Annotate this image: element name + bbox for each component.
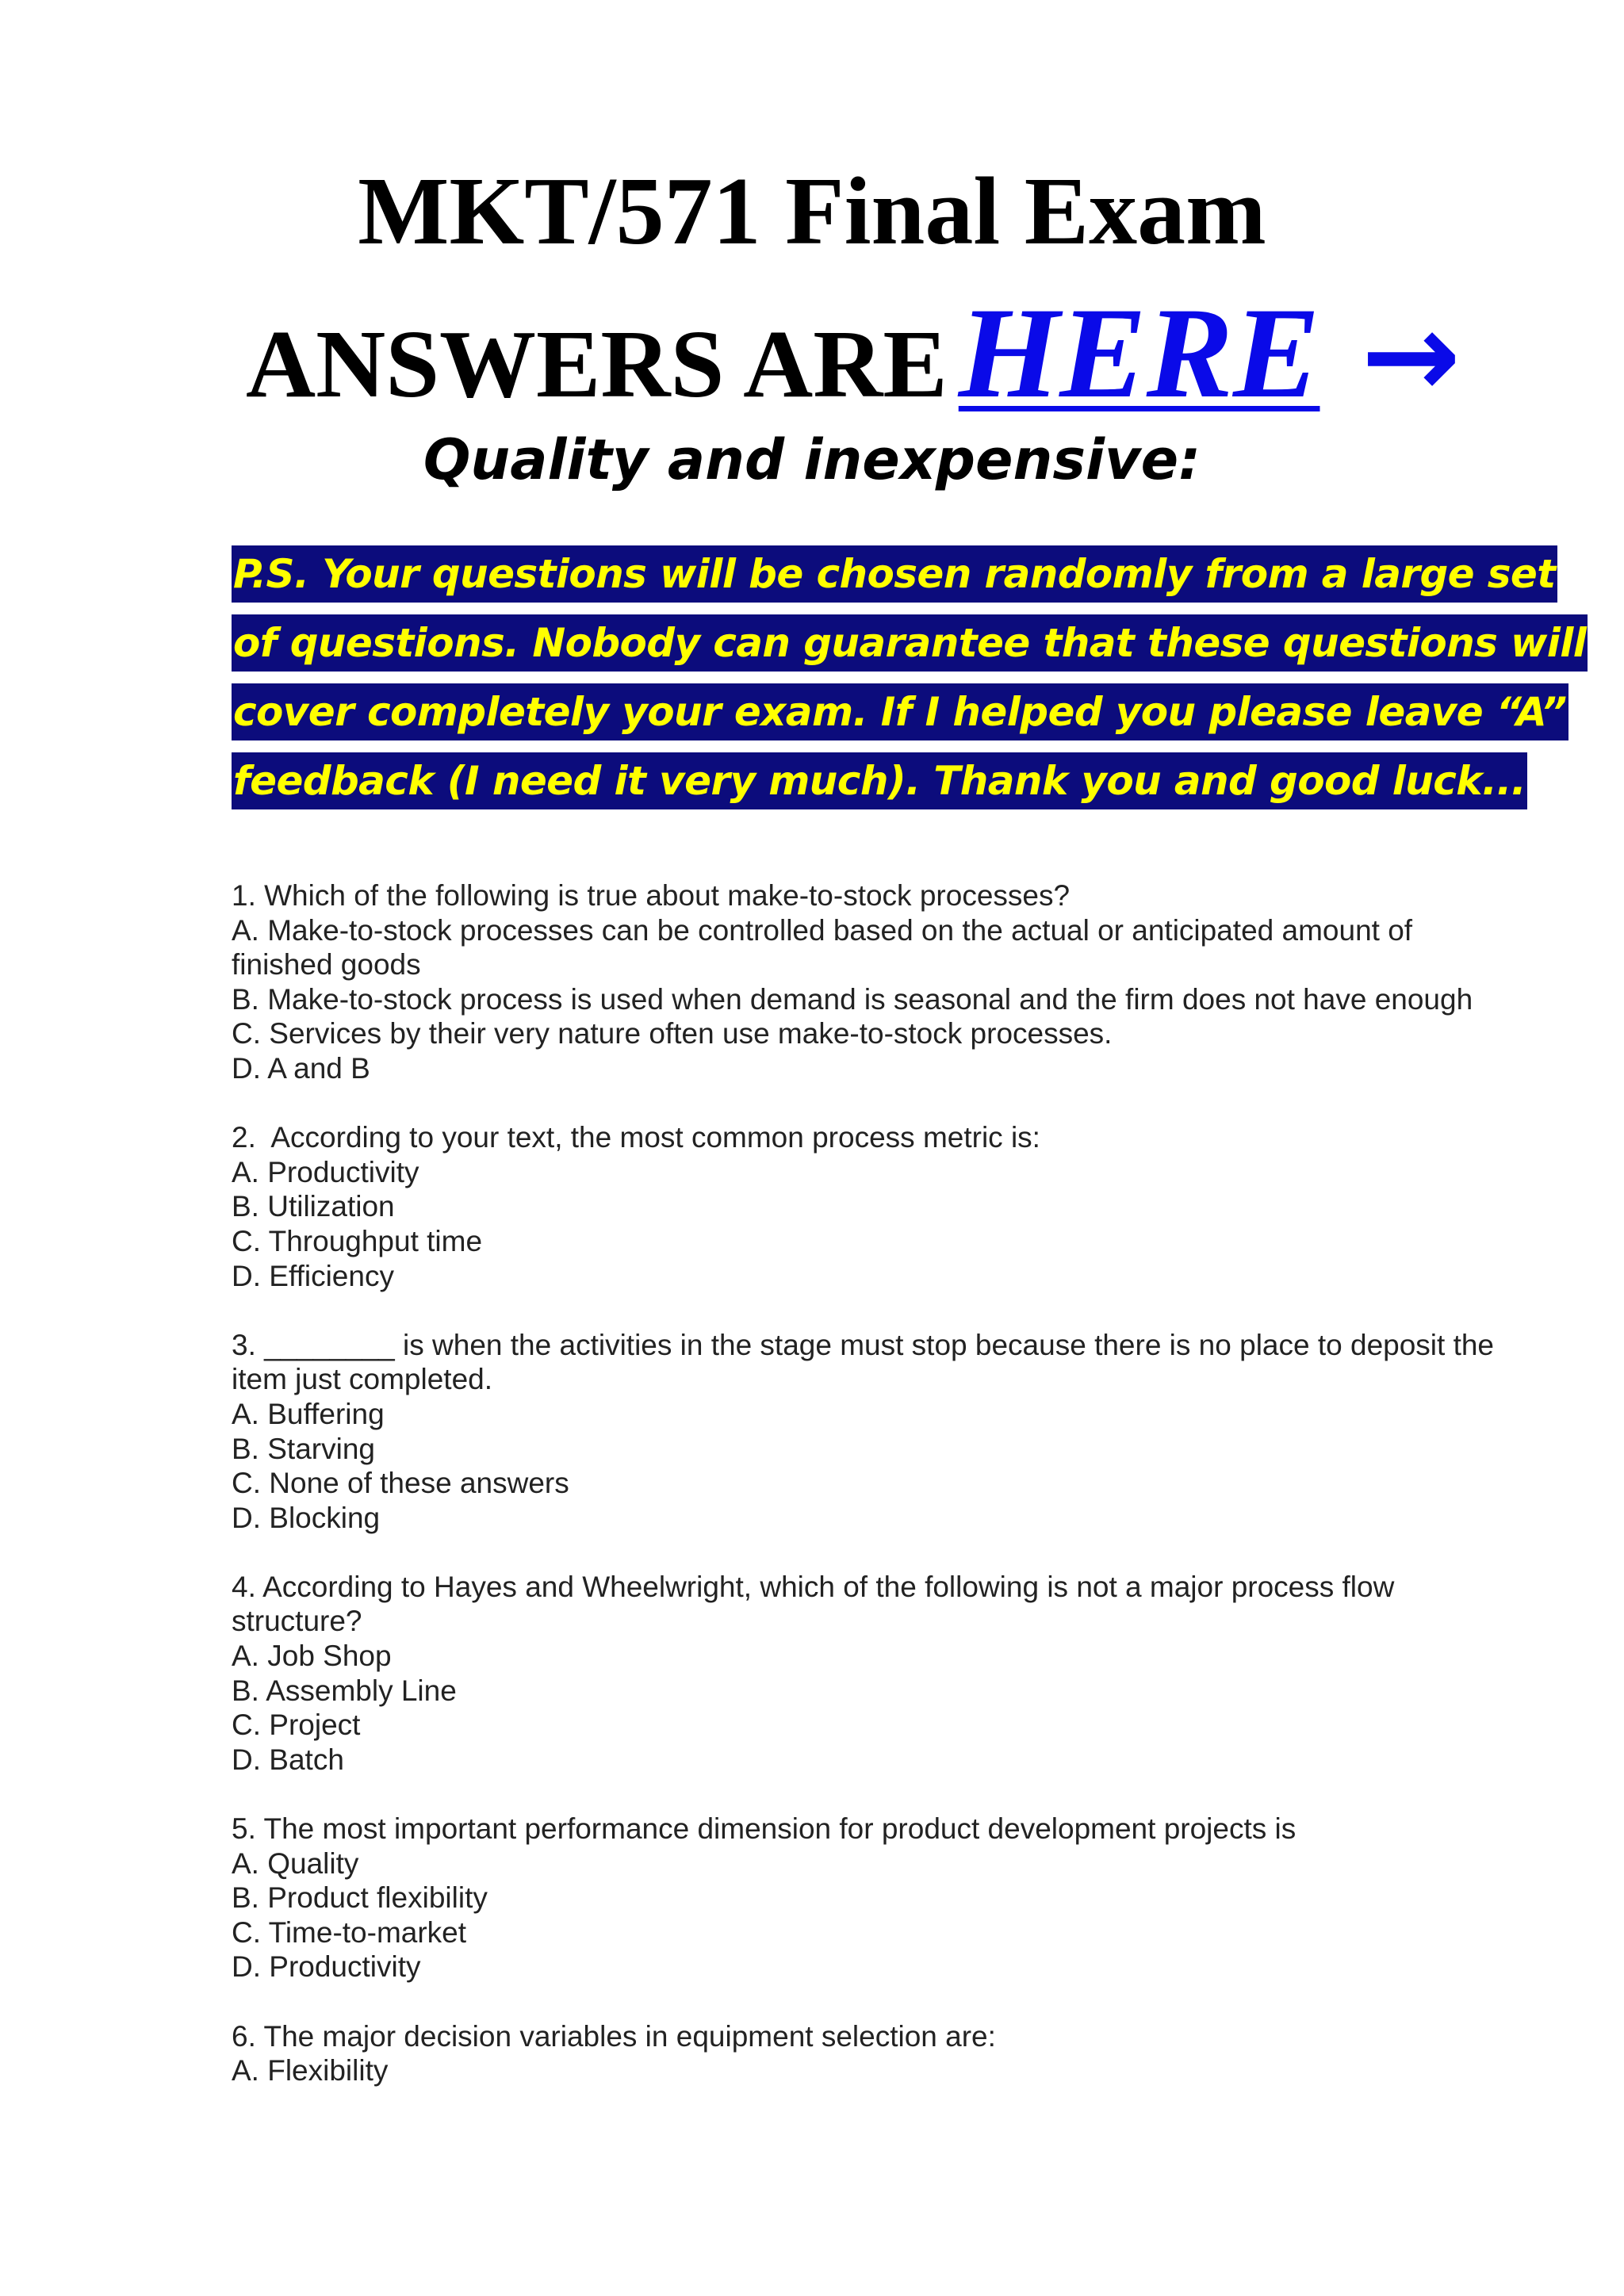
- question-item: [232, 1812, 1500, 1984]
- here-link-label: HERE: [958, 281, 1320, 425]
- here-link[interactable]: [959, 279, 1461, 428]
- answer-option: B. Starving: [232, 1432, 375, 1465]
- answer-option: B. Assembly Line: [232, 1674, 457, 1707]
- answer-option: D. Blocking: [232, 1501, 381, 1534]
- question-item: [232, 1570, 1500, 1777]
- answer-option: B. Product flexibility: [232, 1881, 488, 1915]
- subtitle: Quality and inexpensive:: [423, 427, 1201, 492]
- question-text: 6. The major decision variables in equipment selection are:: [232, 2019, 996, 2053]
- answer-option: D. Batch: [232, 1743, 344, 1776]
- answer-option: D. Efficiency: [232, 1259, 394, 1292]
- question-item: [232, 878, 1500, 1086]
- answer-option: D. A and B: [232, 1051, 370, 1085]
- question-text: 1. Which of the following is true about make-to-stock processes?: [232, 879, 1071, 912]
- answer-option: D. Productivity: [232, 1950, 421, 1984]
- question-text: 3. ________ is when the activities in the stage must stop because there is no place to deposit the item just completed.: [232, 1328, 1495, 1396]
- question-text: 4. According to Hayes and Wheelwright, which of the following is not a major process flow structure?: [232, 1570, 1395, 1638]
- answers-prefix: ANSWERS ARE: [246, 311, 948, 418]
- question-text: 5. The most important performance dimension for product development projects is: [232, 1812, 1297, 1846]
- answer-option: A. Quality: [232, 1846, 359, 1880]
- answer-option: A. Productivity: [232, 1155, 419, 1188]
- answer-option: A. Make-to-stock processes can be controlled based on the actual or anticipated amount of finished goods: [232, 913, 1413, 982]
- answers-heading: [246, 279, 1461, 425]
- page-title: MKT/571 Final Exam: [358, 158, 1266, 265]
- answer-option: C. Throughput time: [232, 1224, 483, 1257]
- arrow-right-icon: →: [1361, 287, 1461, 425]
- answer-option: C. Time-to-market: [232, 1915, 467, 1949]
- notice-line: of questions. Nobody can guarantee that these questions will: [232, 614, 1588, 672]
- question-item: [232, 2019, 1500, 2088]
- question-item: [232, 1328, 1500, 1536]
- notice-line: P.S. Your questions will be chosen randomly from a large set: [232, 545, 1557, 603]
- answer-option: C. None of these answers: [232, 1467, 569, 1500]
- answer-option: A. Job Shop: [232, 1640, 392, 1673]
- answer-option: B. Utilization: [232, 1190, 395, 1223]
- answer-option: A. Flexibility: [232, 2054, 389, 2087]
- answer-option: C. Project: [232, 1709, 361, 1742]
- question-item: [232, 1120, 1500, 1293]
- question-list: [232, 878, 1500, 2122]
- question-text: 2. According to your text, the most common process metric is:: [232, 1121, 1040, 1154]
- answer-option: B. Make-to-stock process is used when demand is seasonal and the firm does not have enough: [232, 982, 1473, 1016]
- notice-line: feedback (I need it very much). Thank you and good luck...: [232, 752, 1527, 809]
- answer-option: A. Buffering: [232, 1397, 385, 1430]
- answer-option: C. Services by their very nature often use make-to-stock processes.: [232, 1017, 1113, 1050]
- notice-line: cover completely your exam. If I helped you please leave “A”: [232, 683, 1568, 740]
